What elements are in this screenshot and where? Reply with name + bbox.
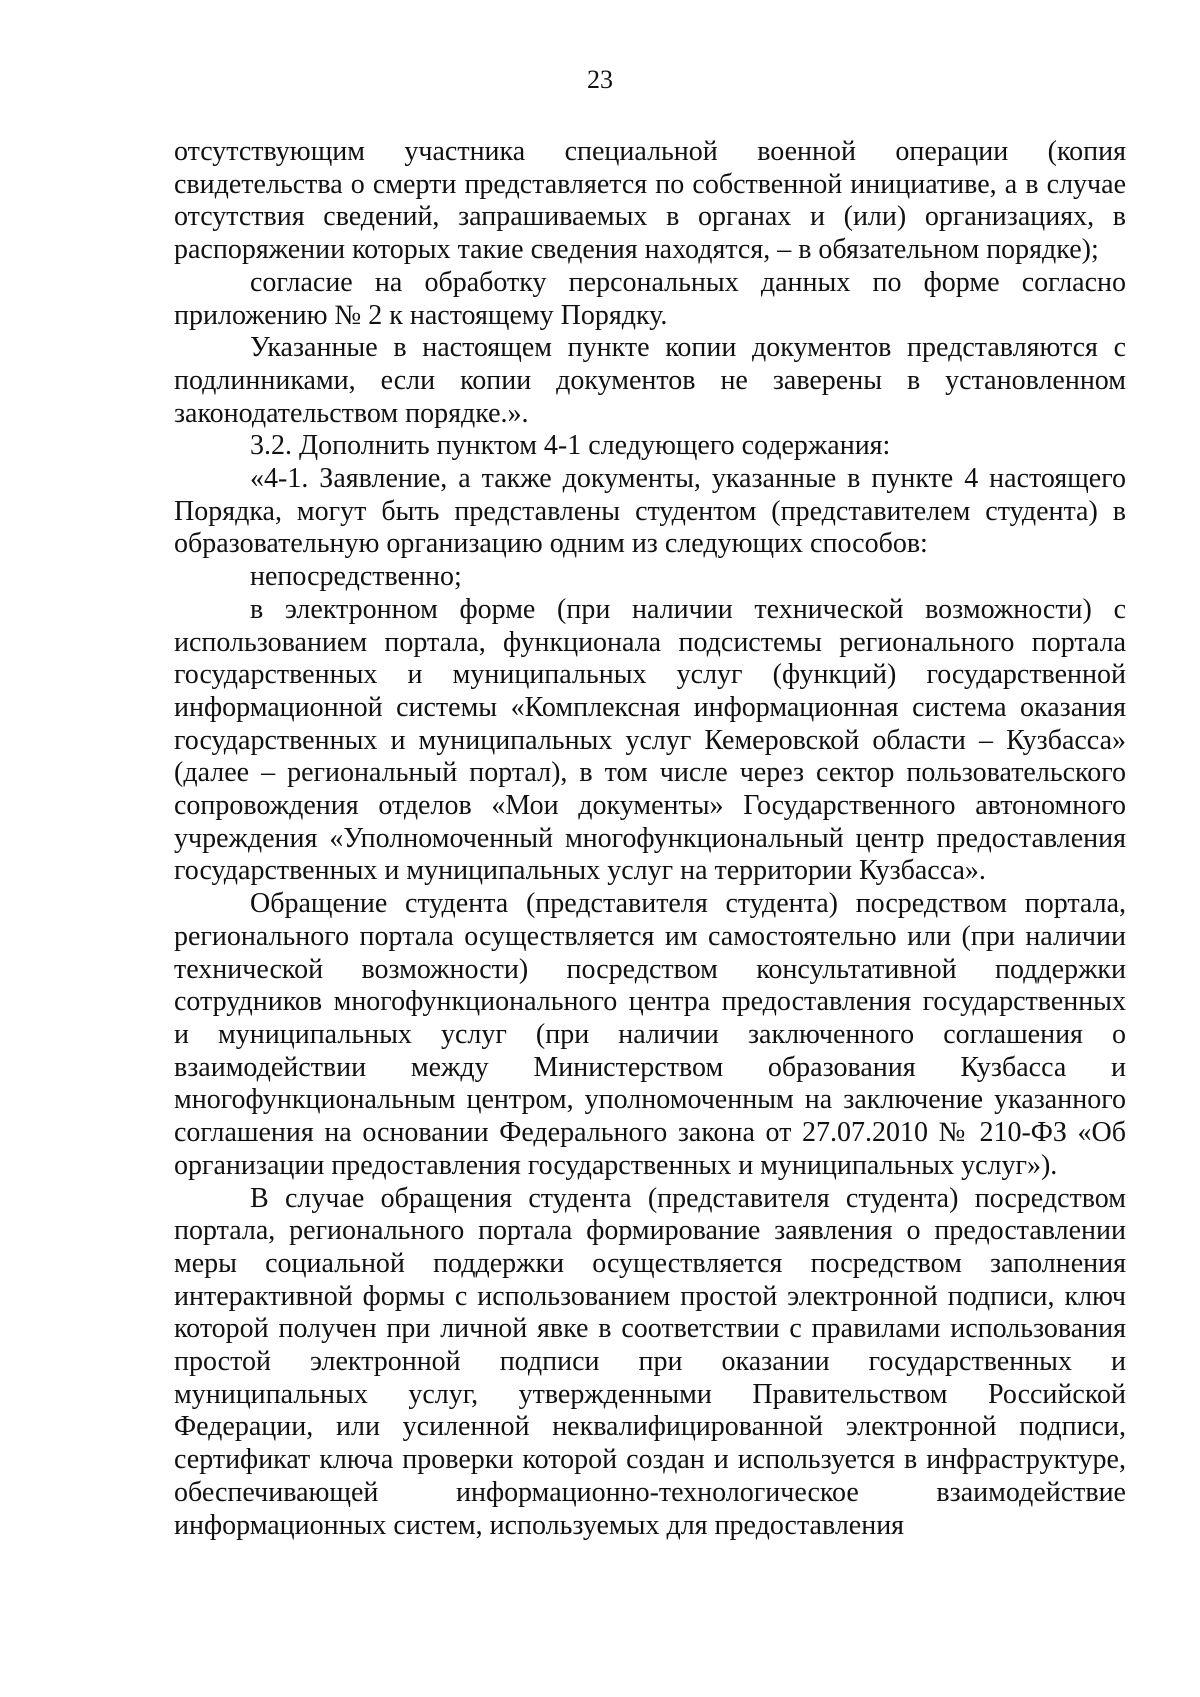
- paragraph-6: непосредственно;: [250, 561, 462, 593]
- paragraph-5: «4-1. Заявление, а также документы, указанные в пункте 4 настоящего Порядка, могут быть представлены студентом (представителем студента) в образовательную организацию одним из следующих способов:: [174, 463, 1126, 560]
- document-body: [174, 136, 1126, 1542]
- paragraph-4: 3.2. Дополнить пунктом 4-1 следующего содержания:: [250, 430, 891, 462]
- paragraph-2: согласие на обработку персональных данных по форме согласно приложению № 2 к настоящему Порядку.: [174, 266, 1126, 331]
- paragraph-9: В случае обращения студента (представителя студента) посредством портала, регионального портала формирование заявления о предоставлении меры социальной поддержки осуществляется посредством заполнения интерактивной формы с использованием простой электронной подписи, ключ которой получен при личной явке в соответствии с правилами использования простой электронной подписи при оказании государственных и муниципальных услуг, утвержденными Правительством Российской Федерации, или усиленной неквалифицированной электронной подписи, сертификат ключа проверки которой создан и используется в инфраструктуре, обеспечивающей информационно-технологическое взаимодействие информационных систем, используемых для предоставления: [174, 1182, 1126, 1541]
- paragraph-7: в электронном форме (при наличии технической возможности) с использованием портала, функционала подсистемы регионального портала государственных и муниципальных услуг (функций) государственной информационной системы «Комплексная информационная система оказания государственных и муниципальных услуг Кемеровской области – Кузбасса» (далее – региональный портал), в том числе через сектор пользовательского сопровождения отделов «Мои документы» Государственного автономного учреждения «Уполномоченный многофункциональный центр предоставления государственных и муниципальных услуг на территории Кузбасса».: [174, 593, 1126, 887]
- page-number: 23: [587, 65, 613, 94]
- paragraph-8: Обращение студента (представителя студента) посредством портала, регионального портала осуществляется им самостоятельно или (при наличии технической возможности) посредством консультативной поддержки сотрудников многофункционального центра предоставления государственных и муниципальных услуг (при наличии заключенного соглашения о взаимодействии между Министерством образования Кузбасса и многофункциональным центром, уполномоченным на заключение указанного соглашения на основании Федерального закона от 27.07.2010 № 210-ФЗ «Об организации предоставления государственных и муниципальных услуг»).: [174, 888, 1126, 1181]
- paragraph-3: Указанные в настоящем пункте копии документов представляются с подлинниками, если копии документов не заверены в установленном законодательством порядке.».: [174, 332, 1126, 429]
- paragraph-1: отсутствующим участника специальной военной операции (копия свидетельства о смерти представляется по собственной инициативе, а в случае отсутствия сведений, запрашиваемых в органах и (или) организациях, в распоряжении которых такие сведения находятся, – в обязательном порядке);: [174, 136, 1126, 266]
